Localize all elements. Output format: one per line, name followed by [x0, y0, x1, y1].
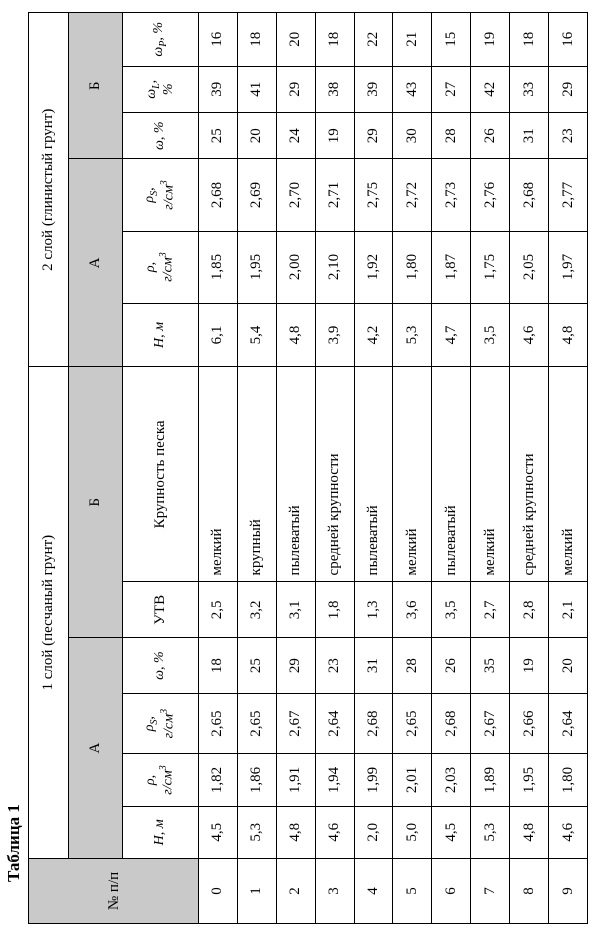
cell-utv: 3,2 [237, 582, 276, 638]
header-layer2-group-b: Б [69, 13, 123, 159]
cell-moisture-2: 23 [549, 113, 588, 159]
cell-sand-size: средней крупности [510, 367, 549, 582]
cell-moisture-2: 31 [510, 113, 549, 159]
cell-utv: 3,5 [432, 582, 471, 638]
cell-density-1: 1,80 [549, 754, 588, 806]
cell-sand-size: пылеватый [276, 367, 315, 582]
cell-sand-size: крупный [237, 367, 276, 582]
cell-depth-2: 5,3 [393, 303, 432, 367]
table-row [237, 13, 276, 924]
cell-particle-density-1: 2,65 [199, 693, 238, 753]
cell-sand-size: пылеватый [432, 367, 471, 582]
cell-depth-2: 4,7 [432, 303, 471, 367]
cell-density-2: 2,00 [276, 231, 315, 303]
header-liquid-limit: $\omega_L$, % [123, 66, 199, 112]
cell-depth-2: 4,2 [354, 303, 393, 367]
cell-plastic-limit: 21 [393, 13, 432, 67]
cell-depth-1: 5,3 [237, 806, 276, 858]
header-layer1-group-b: Б [69, 367, 123, 638]
cell-density-1: 1,89 [471, 754, 510, 806]
cell-moisture-2: 20 [237, 113, 276, 159]
cell-density-1: 1,91 [276, 754, 315, 806]
table-row [315, 13, 354, 924]
cell-number: 3 [315, 858, 354, 923]
cell-density-1: 1,82 [199, 754, 238, 806]
cell-particle-density-1: 2,67 [471, 693, 510, 753]
header-layer2: 2 слой (глинистый грунт) [29, 13, 69, 367]
cell-moisture-1: 35 [471, 638, 510, 694]
cell-moisture-1: 23 [315, 638, 354, 694]
header-utv: УТВ [123, 582, 199, 638]
cell-depth-2: 4,8 [549, 303, 588, 367]
cell-particle-density-2: 2,71 [315, 159, 354, 231]
cell-liquid-limit: 27 [432, 66, 471, 112]
cell-particle-density-1: 2,68 [354, 693, 393, 753]
header-layer1: 1 слой (песчаный грунт) [29, 367, 69, 859]
cell-sand-size: мелкий [549, 367, 588, 582]
cell-liquid-limit: 39 [354, 66, 393, 112]
cell-moisture-1: 26 [432, 638, 471, 694]
cell-liquid-limit: 39 [199, 66, 238, 112]
cell-particle-density-2: 2,76 [471, 159, 510, 231]
header-sand-size: Крупность песка [123, 367, 199, 582]
cell-moisture-1: 29 [276, 638, 315, 694]
cell-sand-size: мелкий [199, 367, 238, 582]
cell-depth-1: 4,8 [276, 806, 315, 858]
cell-number: 4 [354, 858, 393, 923]
header-number: № п/п [29, 858, 199, 923]
header-layer1-group-a: А [69, 638, 123, 859]
cell-number: 0 [199, 858, 238, 923]
cell-depth-1: 4,5 [432, 806, 471, 858]
cell-plastic-limit: 18 [237, 13, 276, 67]
header-particle-density-1: $\rho_S$, $г/см^3$ [123, 693, 199, 753]
cell-depth-2: 3,9 [315, 303, 354, 367]
cell-moisture-1: 31 [354, 638, 393, 694]
cell-particle-density-1: 2,67 [276, 693, 315, 753]
cell-depth-2: 6,1 [199, 303, 238, 367]
cell-depth-2: 4,6 [510, 303, 549, 367]
cell-plastic-limit: 15 [432, 13, 471, 67]
header-moisture-1: ω, % [123, 638, 199, 694]
cell-number: 7 [471, 858, 510, 923]
cell-liquid-limit: 42 [471, 66, 510, 112]
cell-density-1: 2,01 [393, 754, 432, 806]
cell-moisture-1: 20 [549, 638, 588, 694]
cell-density-2: 1,95 [237, 231, 276, 303]
cell-moisture-2: 19 [315, 113, 354, 159]
header-layer2-group-a: А [69, 159, 123, 367]
cell-moisture-2: 28 [432, 113, 471, 159]
cell-particle-density-1: 2,64 [315, 693, 354, 753]
cell-moisture-2: 25 [199, 113, 238, 159]
cell-density-2: 1,92 [354, 231, 393, 303]
cell-particle-density-2: 2,68 [199, 159, 238, 231]
cell-density-2: 1,87 [432, 231, 471, 303]
cell-sand-size: мелкий [471, 367, 510, 582]
cell-utv: 2,1 [549, 582, 588, 638]
cell-utv: 1,8 [315, 582, 354, 638]
cell-moisture-2: 24 [276, 113, 315, 159]
cell-density-2: 1,75 [471, 231, 510, 303]
cell-moisture-1: 19 [510, 638, 549, 694]
cell-liquid-limit: 29 [549, 66, 588, 112]
cell-sand-size: средней крупности [315, 367, 354, 582]
cell-density-2: 1,85 [199, 231, 238, 303]
cell-number: 5 [393, 858, 432, 923]
cell-liquid-limit: 43 [393, 66, 432, 112]
cell-liquid-limit: 33 [510, 66, 549, 112]
cell-particle-density-1: 2,64 [549, 693, 588, 753]
cell-moisture-2: 30 [393, 113, 432, 159]
cell-particle-density-2: 2,68 [510, 159, 549, 231]
cell-depth-1: 5,0 [393, 806, 432, 858]
cell-utv: 2,5 [199, 582, 238, 638]
cell-liquid-limit: 29 [276, 66, 315, 112]
table-row [354, 13, 393, 924]
cell-particle-density-2: 2,75 [354, 159, 393, 231]
header-depth-1: H, м [123, 806, 199, 858]
table-row [199, 13, 238, 924]
header-density-2: ρ, $г/см^3$ [123, 231, 199, 303]
cell-density-2: 1,80 [393, 231, 432, 303]
table-row [432, 13, 471, 924]
cell-particle-density-1: 2,65 [237, 693, 276, 753]
cell-number: 9 [549, 858, 588, 923]
cell-density-2: 1,97 [549, 231, 588, 303]
cell-particle-density-1: 2,65 [393, 693, 432, 753]
cell-moisture-1: 28 [393, 638, 432, 694]
cell-plastic-limit: 22 [354, 13, 393, 67]
table-row [471, 13, 510, 924]
cell-particle-density-1: 2,68 [432, 693, 471, 753]
cell-density-1: 1,94 [315, 754, 354, 806]
cell-utv: 3,6 [393, 582, 432, 638]
cell-particle-density-2: 2,70 [276, 159, 315, 231]
header-plastic-limit: $\omega_P$, % [123, 13, 199, 67]
header-density-1: ρ, $г/см^3$ [123, 754, 199, 806]
cell-density-1: 1,86 [237, 754, 276, 806]
header-moisture-2: ω, % [123, 113, 199, 159]
cell-number: 1 [237, 858, 276, 923]
soil-data-table [28, 12, 588, 924]
cell-plastic-limit: 19 [471, 13, 510, 67]
cell-plastic-limit: 18 [510, 13, 549, 67]
cell-density-2: 2,10 [315, 231, 354, 303]
cell-number: 6 [432, 858, 471, 923]
cell-number: 8 [510, 858, 549, 923]
header-particle-density-2: $\rho_S$, $г/см^3$ [123, 159, 199, 231]
cell-utv: 1,3 [354, 582, 393, 638]
rotated-table-container [28, 12, 588, 924]
cell-moisture-2: 26 [471, 113, 510, 159]
cell-liquid-limit: 38 [315, 66, 354, 112]
cell-plastic-limit: 16 [549, 13, 588, 67]
cell-utv: 2,8 [510, 582, 549, 638]
table-row [510, 13, 549, 924]
cell-plastic-limit: 18 [315, 13, 354, 67]
cell-number: 2 [276, 858, 315, 923]
cell-depth-2: 5,4 [237, 303, 276, 367]
table-caption: Таблица 1 [4, 804, 23, 882]
cell-moisture-1: 18 [199, 638, 238, 694]
cell-sand-size: пылеватый [354, 367, 393, 582]
cell-density-1: 2,03 [432, 754, 471, 806]
cell-depth-1: 4,6 [549, 806, 588, 858]
cell-density-1: 1,99 [354, 754, 393, 806]
cell-density-1: 1,95 [510, 754, 549, 806]
cell-depth-1: 4,8 [510, 806, 549, 858]
cell-depth-1: 4,5 [199, 806, 238, 858]
cell-sand-size: мелкий [393, 367, 432, 582]
table-row [549, 13, 588, 924]
cell-particle-density-2: 2,77 [549, 159, 588, 231]
cell-moisture-1: 25 [237, 638, 276, 694]
cell-particle-density-1: 2,66 [510, 693, 549, 753]
cell-density-2: 2,05 [510, 231, 549, 303]
cell-plastic-limit: 20 [276, 13, 315, 67]
cell-particle-density-2: 2,73 [432, 159, 471, 231]
cell-depth-2: 3,5 [471, 303, 510, 367]
cell-depth-1: 2,0 [354, 806, 393, 858]
cell-plastic-limit: 16 [199, 13, 238, 67]
header-depth-2: H, м [123, 303, 199, 367]
cell-depth-2: 4,8 [276, 303, 315, 367]
cell-depth-1: 4,6 [315, 806, 354, 858]
cell-utv: 3,1 [276, 582, 315, 638]
cell-moisture-2: 29 [354, 113, 393, 159]
cell-liquid-limit: 41 [237, 66, 276, 112]
table-row [276, 13, 315, 924]
cell-particle-density-2: 2,69 [237, 159, 276, 231]
table-row [393, 13, 432, 924]
cell-particle-density-2: 2,72 [393, 159, 432, 231]
cell-depth-1: 5,3 [471, 806, 510, 858]
cell-utv: 2,7 [471, 582, 510, 638]
